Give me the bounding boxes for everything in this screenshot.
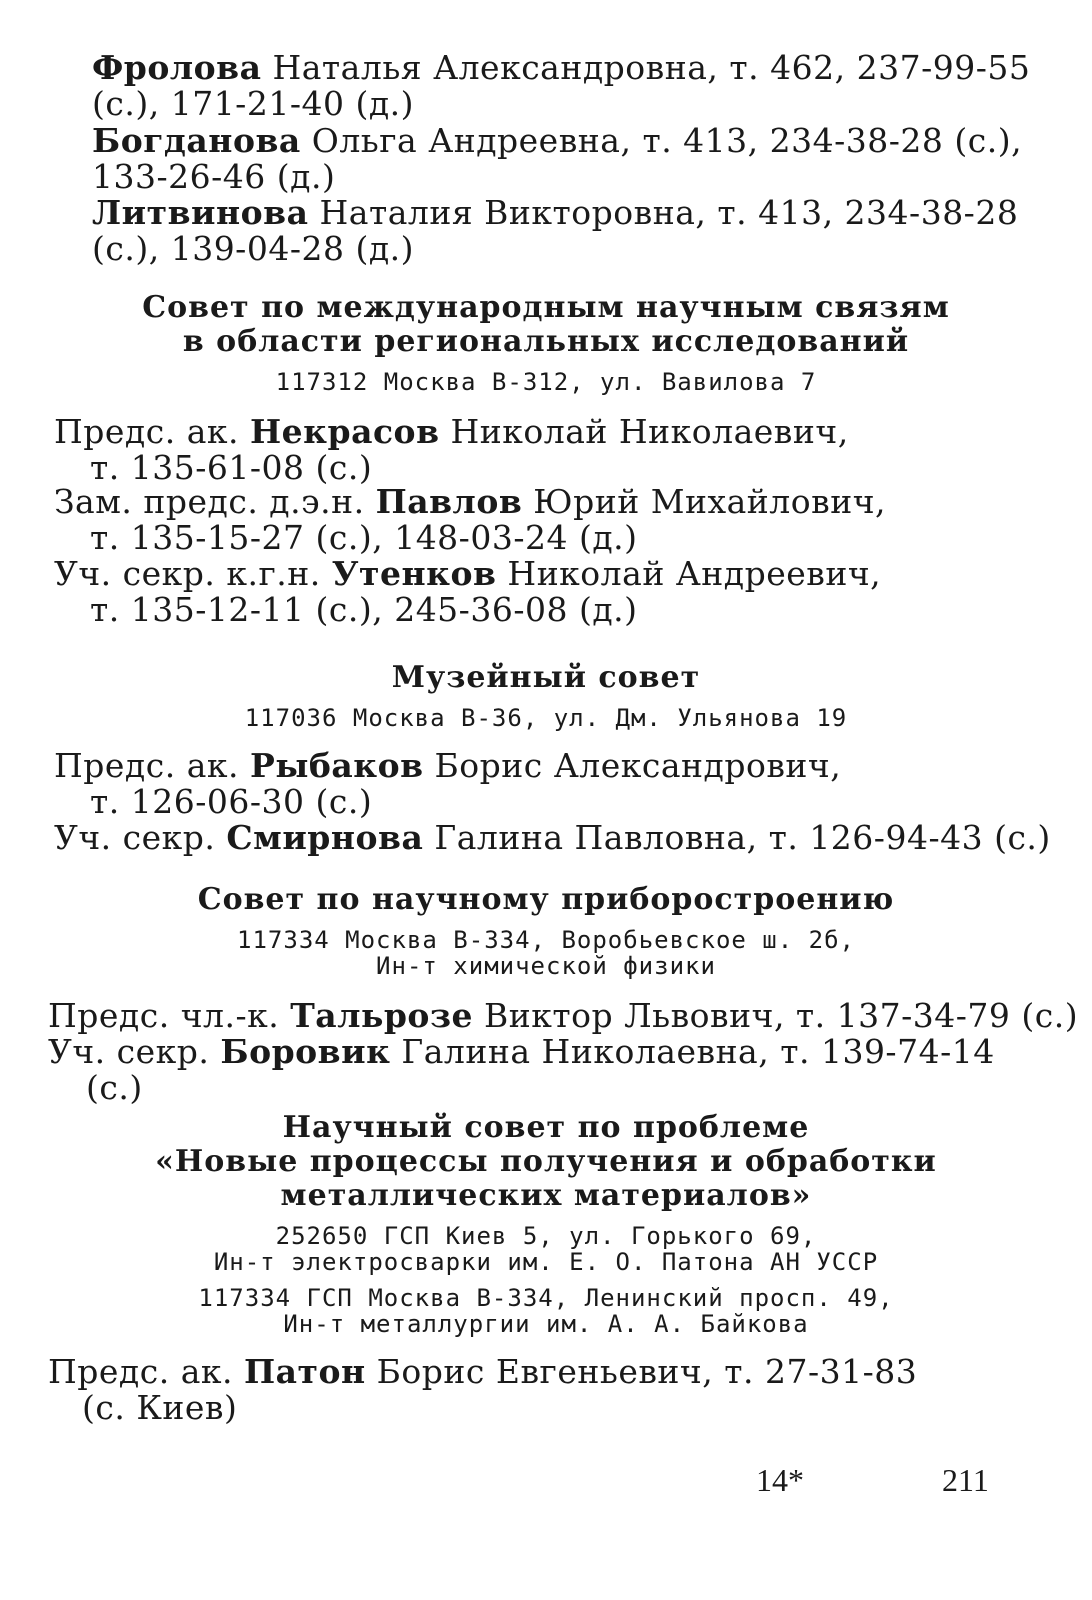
entry-continuation: 133-26-46 (д.): [92, 157, 336, 196]
entry-continuation: т. 135-12-11 (с.), 245-36-08 (д.): [90, 590, 638, 629]
person-name: Литвинова: [92, 193, 309, 232]
entry-details: Галина Николаевна, т. 139-74-14: [390, 1032, 995, 1071]
section-title: в области региональных исследований: [182, 324, 910, 359]
person-name: Смирнова: [226, 818, 424, 857]
entry-continuation: т. 135-15-27 (с.), 148-03-24 (д.): [90, 518, 638, 557]
entry-details: Наталья Александровна, т. 462, 237-99-55: [261, 48, 1031, 87]
entry-prefix: Уч. секр.: [54, 818, 227, 857]
entry-details: Ольга Андреевна, т. 413, 234-38-28 (с.),: [300, 121, 1023, 160]
entry-continuation: т. 135-61-08 (с.): [90, 448, 373, 487]
person-name: Павлов: [375, 482, 523, 521]
entry-details: Виктор Львович, т. 137-34-79 (с.): [473, 996, 1079, 1035]
entry-paton: [48, 1354, 1008, 1389]
section-address: Ин-т химической физики: [376, 952, 716, 980]
entry-continuation: (с.): [86, 1068, 143, 1107]
person-name: Богданова: [92, 121, 301, 160]
entry-prefix: Уч. секр. к.г.н.: [54, 554, 332, 593]
person-name: Утенков: [331, 554, 497, 593]
section-address: 117036 Москва В-36, ул. Дм. Ульянова 19: [244, 704, 848, 732]
section-address: 252650 ГСП Киев 5, ул. Горького 69,: [275, 1222, 817, 1250]
person-name: Некрасов: [250, 412, 440, 451]
entry-prefix: Предс. чл.-к.: [48, 996, 291, 1035]
section-title: Музейный совет: [391, 660, 701, 695]
entry-prefix: Предс. ак.: [54, 412, 250, 451]
entry-prefix: Предс. ак.: [54, 746, 250, 785]
page-number: 211: [942, 1462, 989, 1498]
entry-details: Юрий Михайлович,: [522, 482, 887, 521]
person-name: Фролова: [92, 48, 262, 87]
entry-frolova: [92, 48, 1031, 87]
entry-details: Николай Андреевич,: [496, 554, 882, 593]
entry-details: Галина Павловна, т. 126-94-43 (с.): [423, 818, 1051, 857]
person-name: Рыбаков: [250, 746, 424, 785]
entry-rybakov: [54, 748, 1014, 783]
entry-nekrasov: [54, 414, 1014, 449]
entry-details: Наталия Викторовна, т. 413, 234-38-28: [308, 193, 1019, 232]
entry-continuation: (с.), 171-21-40 (д.): [92, 84, 415, 123]
entry-smirnova: [54, 818, 1051, 857]
person-name: Боровик: [220, 1032, 391, 1071]
entry-continuation: (с. Киев): [82, 1388, 238, 1427]
entry-continuation: (с.), 139-04-28 (д.): [92, 229, 415, 268]
entry-utenkov: [54, 556, 1014, 591]
entry-talroze: [48, 996, 1079, 1035]
entry-litvinova: [92, 193, 1019, 232]
entry-details: Борис Александрович,: [423, 746, 842, 785]
section-address: 117334 Москва В-334, Воробьевское ш. 2б,: [237, 926, 855, 954]
section-address: Ин-т металлургии им. А. А. Байкова: [283, 1310, 809, 1338]
signature-mark: 14*: [756, 1462, 804, 1498]
entry-continuation: т. 126-06-30 (с.): [90, 782, 373, 821]
entry-details: Борис Евгеньевич, т. 27-31-83: [365, 1352, 918, 1391]
person-name: Тальрозе: [290, 996, 473, 1035]
section-title: металлических материалов»: [280, 1178, 812, 1213]
section-title: Совет по научному приборостроению: [197, 882, 895, 917]
entry-pavlov: [54, 484, 1014, 519]
person-name: Патон: [244, 1352, 366, 1391]
entry-prefix: Предс. ак.: [48, 1352, 244, 1391]
section-title: «Новые процессы получения и обработки: [155, 1144, 937, 1179]
section-title: Совет по международным научным связям: [142, 290, 950, 325]
section-address: 117312 Москва В-312, ул. Вавилова 7: [275, 368, 817, 396]
section-title: Научный совет по проблеме: [282, 1110, 810, 1145]
entry-prefix: Уч. секр.: [48, 1032, 221, 1071]
section-address: 117334 ГСП Москва В-334, Ленинский просп. 49,: [198, 1284, 894, 1312]
section-address: Ин-т электросварки им. Е. О. Патона АН УССР: [213, 1248, 879, 1276]
entry-bogdanova: [92, 121, 1023, 160]
entry-details: Николай Николаевич,: [439, 412, 849, 451]
entry-prefix: Зам. предс. д.э.н.: [54, 482, 376, 521]
entry-borovik: [48, 1034, 1008, 1069]
